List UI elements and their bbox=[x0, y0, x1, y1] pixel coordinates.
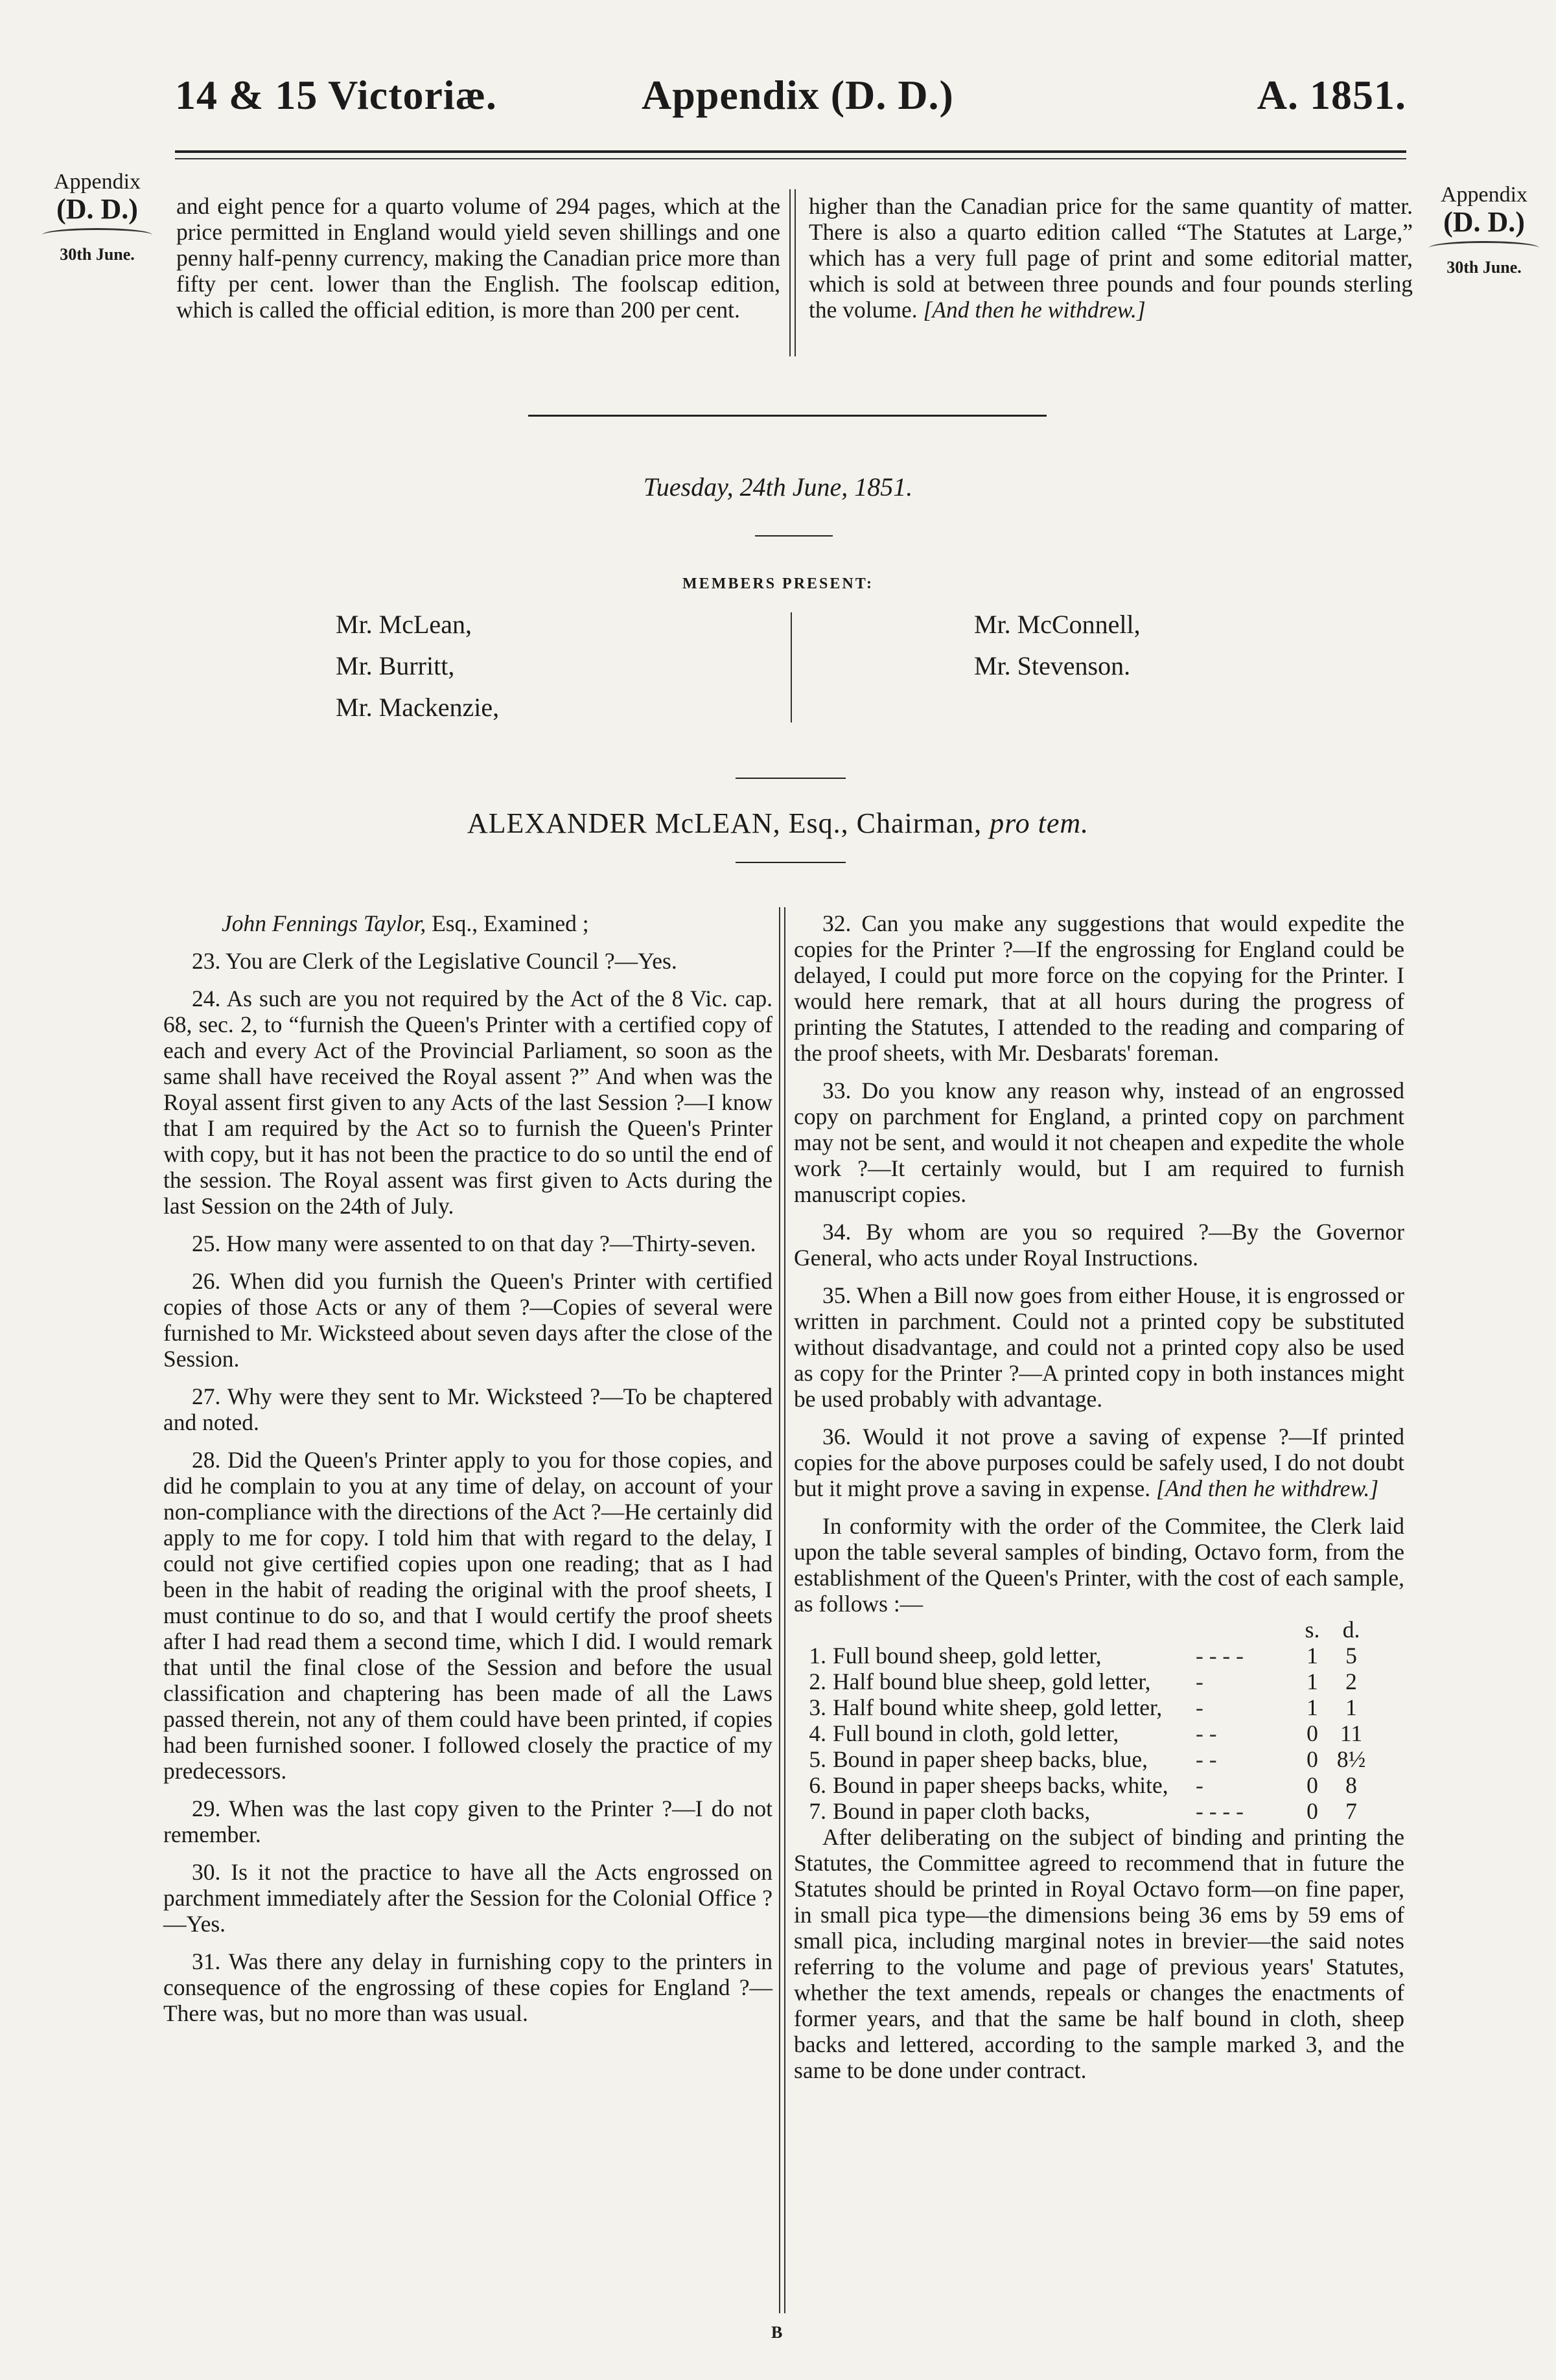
price-item: Bound in paper cloth backs, bbox=[833, 1798, 1091, 1824]
price-item: Bound in paper sheep backs, blue, bbox=[833, 1746, 1148, 1772]
witness-heading: John Fennings Taylor, Esq., Examined ; bbox=[222, 910, 589, 936]
question-32: 32. Can you make any suggestions that would expedite the copies for the Printer ?—If the engrossing for England could be delayed, I could put more force on the copying for the Printer. I would here remark, that at all hours during the progress of printing the Statutes, I attended to the reading and comparing of the proof sheets, with Mr. Desbarats' foreman. bbox=[794, 910, 1404, 1066]
price-item: Full bound sheep, gold letter, bbox=[833, 1643, 1102, 1669]
members-right bbox=[974, 604, 1141, 687]
members-divider bbox=[791, 612, 792, 722]
testimony-left-column bbox=[163, 910, 772, 2038]
short-rule bbox=[736, 862, 846, 863]
pence-header: d. bbox=[1342, 1617, 1360, 1643]
question-33: 33. Do you know any reason why, instead of an engrossed copy on parchment for England, a printed copy on parchment may not be sent, and would it not cheapen and expedite the whole work ?—It certainly would, but I am required to furnish manuscript copies. bbox=[794, 1078, 1404, 1207]
question-36: 36. Would it not prove a saving of expense ?—If printed copies for the above purposes could be safely used, I do not doubt but it might prove a saving in expense. [And then he withdrew.] bbox=[794, 1424, 1404, 1501]
member-name: Mr. McConnell, bbox=[974, 610, 1141, 639]
member-name: Mr. Mackenzie, bbox=[336, 693, 500, 722]
header-rule-bottom bbox=[175, 158, 1406, 159]
conformity-paragraph: In conformity with the order of the Commitee, the Clerk laid upon the table several samples of binding, Octavo form, from the establishment of the Queen's Printer, with the cost of each sample, as follows :— bbox=[794, 1513, 1404, 1617]
side-note-right bbox=[1422, 183, 1546, 277]
signature-mark: B bbox=[771, 2323, 783, 2342]
binding-price-table bbox=[794, 1617, 1371, 1824]
price-row: 4. Full bound in cloth, gold letter, - - 0 11 bbox=[809, 1720, 1363, 1746]
side-note-label: Appendix bbox=[53, 170, 141, 194]
question-24: 24. As such are you not required by the Act of the 8 Vic. cap. 68, sec. 2, to “furnish the Queen's Printer with a certified copy of each and every Act of the Provincial Parliament, so soon as the same shall have received the Royal assent ?” And when was the Royal assent first given to any Acts of the last Session ?—I know that I am required by the Act so to furnish the Queen's Printer with copy, but it has not been the practice to do so until the end of the session. The Royal assent was first given to Acts during the last Session on the 24th of July. bbox=[163, 986, 772, 1219]
question-31: 31. Was there any delay in furnishing copy to the printers in consequence of the engrossing of these copies for England ?—There was, but no more than was usual. bbox=[163, 1948, 772, 2026]
shillings-header: s. bbox=[1305, 1617, 1320, 1643]
continued-paragraph: higher than the Canadian price for the same quantity of matter. There is also a quarto edition called “The Statutes at Large,” which has a very full page of print and some editorial matter, which is sold at between three pounds and four pounds sterling the volume. [And then he withdrew.] bbox=[809, 193, 1413, 323]
member-name: Mr. Burritt, bbox=[336, 651, 455, 680]
section-rule bbox=[528, 415, 1047, 417]
question-26: 26. When did you furnish the Queen's Printer with certified copies of those Acts or any of them ?—Copies of several were furnished to Mr. Wicksteed about seven days after the close of the Session. bbox=[163, 1268, 772, 1372]
chairman-line: ALEXANDER McLEAN, Esq., Chairman, pro tem. bbox=[467, 807, 1089, 839]
price-item: Half bound blue sheep, gold letter, bbox=[833, 1669, 1151, 1694]
continued-paragraph: and eight pence for a quarto volume of 294 pages, which at the price permitted in England would yield seven shillings and one penny half-penny currency, making the Canadian price more than fifty per cent. lower than the English. The foolscap edition, which is called the official edition, is more than 200 per cent. bbox=[176, 193, 780, 323]
side-note-label: Appendix bbox=[1440, 183, 1528, 207]
question-23: 23. You are Clerk of the Legislative Council ?—Yes. bbox=[192, 948, 677, 974]
header-rule-top bbox=[175, 150, 1406, 153]
question-29: 29. When was the last copy given to the Printer ?—I do not remember. bbox=[163, 1796, 772, 1847]
top-right-column bbox=[809, 193, 1413, 334]
header-session: 14 & 15 Victoriæ. bbox=[175, 72, 497, 118]
short-rule bbox=[755, 535, 833, 537]
testimony-right-column bbox=[794, 910, 1404, 2095]
column-rule bbox=[779, 907, 780, 2313]
price-row: 5. Bound in paper sheep backs, blue, - - 0 8½ bbox=[809, 1746, 1366, 1772]
price-row: 6. Bound in paper sheeps backs, white, - 0 8 bbox=[809, 1772, 1357, 1798]
withdrew-note: [And then he withdrew.] bbox=[923, 297, 1146, 323]
question-35: 35. When a Bill now goes from either House, it is engrossed or written in parchment. Could not a printed copy be substituted without disadvantage, and could not a printed copy also be used as copy for the Printer ?—A printed copy in both instances might be used probably with advantage. bbox=[794, 1282, 1404, 1412]
brace-mark bbox=[42, 228, 152, 242]
price-header-row bbox=[794, 1617, 1371, 1643]
members-left bbox=[336, 604, 499, 728]
column-rule bbox=[784, 907, 785, 2313]
short-rule bbox=[736, 778, 846, 779]
price-item: Full bound in cloth, gold letter, bbox=[833, 1720, 1119, 1746]
header-year: A. 1851. bbox=[1257, 72, 1406, 118]
side-note-appendix: (D. D.) bbox=[1443, 206, 1525, 238]
question-30: 30. Is it not the practice to have all the Acts engrossed on parchment immediately after the Session for the Colonial Office ?—Yes. bbox=[163, 1859, 772, 1937]
side-note-appendix: (D. D.) bbox=[56, 193, 138, 225]
column-rule bbox=[795, 189, 796, 356]
price-item: Half bound white sheep, gold letter, bbox=[833, 1694, 1163, 1720]
question-27: 27. Why were they sent to Mr. Wicksteed ?—To be chaptered and noted. bbox=[163, 1383, 772, 1435]
question-28: 28. Did the Queen's Printer apply to you for those copies, and did he complain to you at any time of delay, on account of your non-compliance with the directions of the Act ?—He certainly did apply to me for copy. I told him that with regard to the delay, I could not give certified copies upon one reading; that as I had been in the habit of reading the original with the proof sheets, I must continue to do so, and that I would certify the proof sheets after I had read them a second time, which I did. I would remark that until the final close of the Session and before the usual classification and chaptering has been made of all the Laws passed therein, not any of them could have been printed, if copies had been furnished sooner. I followed closely the practice of my predecessors. bbox=[163, 1447, 772, 1784]
member-name: Mr. McLean, bbox=[336, 610, 472, 639]
price-row: 7. Bound in paper cloth backs, - - - - 0 7 bbox=[809, 1798, 1357, 1824]
page-header bbox=[175, 71, 1406, 130]
price-item: Bound in paper sheeps backs, white, bbox=[833, 1772, 1168, 1798]
side-note-left bbox=[32, 170, 162, 264]
meeting-date: Tuesday, 24th June, 1851. bbox=[643, 472, 913, 502]
withdrew-note: [And then he withdrew.] bbox=[1156, 1475, 1379, 1501]
price-row: 3. Half bound white sheep, gold letter, - 1 1 bbox=[809, 1694, 1357, 1720]
side-note-date: 30th June. bbox=[1446, 257, 1522, 277]
side-note-date: 30th June. bbox=[60, 244, 135, 264]
question-25: 25. How many were assented to on that day ?—Thirty-seven. bbox=[192, 1230, 756, 1256]
committee-recommendation: After deliberating on the subject of binding and printing the Statutes, the Committee agreed to recommend that in future the Statutes should be printed in Royal Octavo form—on fine paper, in small pica type—the dimensions being 36 ems by 59 ems of small pica, including marginal notes in brevier—the said notes referring to the volume and page of previous years' Statutes, whether the text amends, repeals or changes the enactments of former years, and that the same be half bound in cloth, sheep backs and lettered, according to the sample marked 3, and the same to be done under contract. bbox=[794, 1824, 1404, 2083]
price-row: 2. Half bound blue sheep, gold letter, - 1 2 bbox=[809, 1669, 1357, 1694]
question-34: 34. By whom are you so required ?—By the Governor General, who acts under Royal Instructions. bbox=[794, 1219, 1404, 1271]
header-appendix: Appendix (D. D.) bbox=[642, 72, 954, 118]
members-heading: MEMBERS PRESENT: bbox=[682, 575, 874, 592]
brace-mark bbox=[1429, 241, 1539, 255]
column-rule bbox=[789, 189, 791, 356]
top-left-column bbox=[176, 193, 780, 334]
price-row: 1. Full bound sheep, gold letter, - - - - 1 5 bbox=[809, 1643, 1357, 1669]
member-name: Mr. Stevenson. bbox=[974, 651, 1131, 680]
